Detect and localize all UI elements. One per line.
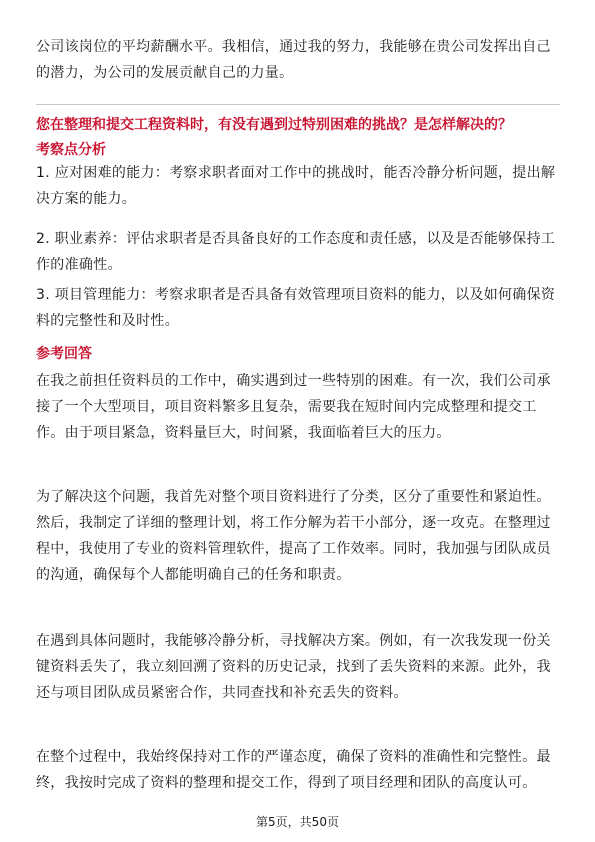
- analysis-item-2: 2. 职业素养：评估求职者是否具备良好的工作态度和责任感，以及是否能够保持工作的准确性。: [36, 231, 556, 273]
- answer-paragraph-1: 在我之前担任资料员的工作中，确实遇到过一些特别的困难。有一次，我们公司承接了一个大型项目，项目资料繁多且复杂，需要我在短时间内完成整理和提交工作。由于项目紧急，资料量巨大，时间紧，我面临着巨大的压力。: [36, 373, 551, 441]
- answer-paragraph-4: 在整个过程中，我始终保持对工作的严谨态度，确保了资料的准确性和完整性。最终，我按时完成了资料的整理和提交工作，得到了项目经理和团队的高度认可。: [36, 749, 551, 791]
- answer-paragraph-2: 为了解决这个问题，我首先对整个项目资料进行了分类，区分了重要性和紧迫性。然后，我制定了详细的整理计划，将工作分解为若干小部分，逐一攻克。在整理过程中，我使用了专业的资料管理软件，提高了工作效率。同时，我加强与团队成员的沟通，确保每个人都能明确自己的任务和职责。: [36, 489, 551, 583]
- intro-paragraph: 公司该岗位的平均薪酬水平。我相信，通过我的努力，我能够在贵公司发挥出自己的潜力，为公司的发展贡献自己的力量。: [36, 39, 551, 81]
- answer-paragraph-3: 在遇到具体问题时，我能够冷静分析，寻找解决方案。例如，有一次我发现一份关键资料丢失了，我立刻回溯了资料的历史记录，找到了丢失资料的来源。此外，我还与项目团队成员紧密合作，共同查找和补充丢失的资料。: [36, 633, 551, 701]
- page-number: 第5页，共50页: [256, 815, 339, 829]
- question-heading: 您在整理和提交工程资料时，有没有遇到过特别困难的挑战？是怎样解决的？: [36, 117, 512, 133]
- section-divider: [36, 104, 560, 105]
- answer-title: 参考回答: [36, 346, 92, 362]
- analysis-item-3: 3. 项目管理能力：考察求职者是否具备有效管理项目资料的能力，以及如何确保资料的完整性和及时性。: [36, 287, 556, 329]
- analysis-item-1: 1. 应对困难的能力：考察求职者面对工作中的挑战时，能否冷静分析问题，提出解决方案的能力。: [36, 165, 556, 207]
- analysis-title: 考察点分析: [36, 142, 106, 158]
